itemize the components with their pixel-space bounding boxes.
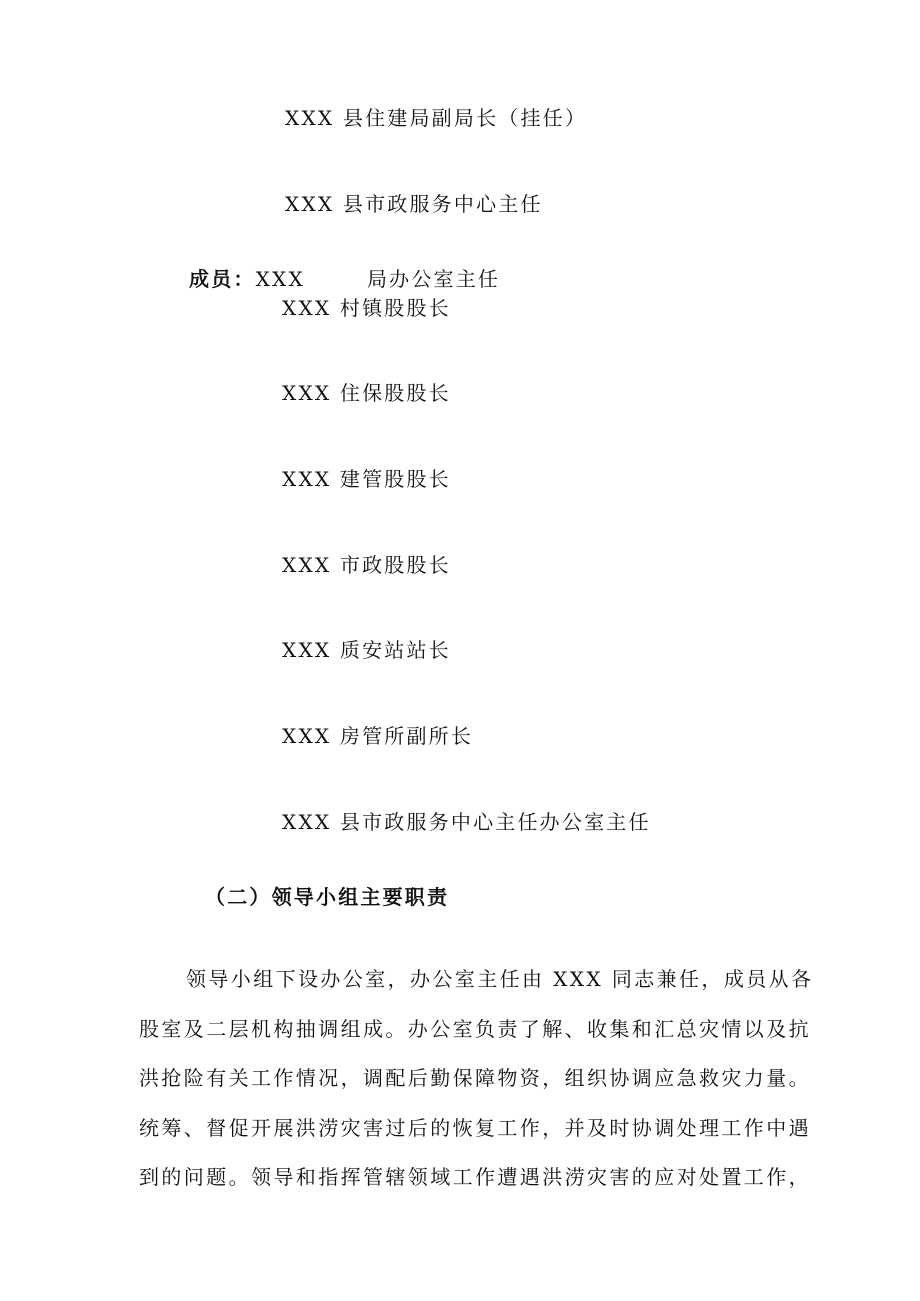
member-line: XXX 质安站站长 — [282, 638, 451, 662]
member-line: XXX 住保股股长 — [282, 381, 451, 405]
section-paragraph — [139, 955, 814, 1203]
deputy-leader-line-1: XXX 县住建局副局长（挂任） — [285, 106, 588, 130]
first-member-name: XXX — [255, 267, 305, 291]
members-label: 成员： — [189, 267, 256, 291]
paragraph-line: 统筹、督促开展洪涝灾害过后的恢复工作，并及时协调处理工作中遇 — [139, 1115, 811, 1140]
members-header-line — [189, 265, 500, 293]
member-line: XXX 市政股股长 — [282, 553, 451, 577]
member-line: XXX 县市政服务中心主任办公室主任 — [282, 810, 651, 834]
paragraph-line: 到的问题。领导和指挥管辖领域工作遭遇洪涝灾害的应对处置工作， — [139, 1165, 811, 1189]
paragraph-line: 股室及二层机构抽调组成。办公室负责了解、收集和汇总灾情以及抗 — [139, 1016, 811, 1041]
section-heading: （二）领导小组主要职责 — [205, 885, 450, 909]
first-member-title: 局办公室主任 — [366, 267, 501, 291]
member-line: XXX 建管股股长 — [282, 467, 451, 491]
paragraph-line: 洪抢险有关工作情况，调配后勤保障物资，组织协调应急救灾力量。 — [139, 1066, 811, 1090]
member-line: XXX 村镇股股长 — [282, 296, 451, 320]
deputy-leader-line-2: XXX 县市政服务中心主任 — [285, 192, 543, 216]
member-line: XXX 房管所副所长 — [282, 724, 474, 748]
paragraph-line: 领导小组下设办公室，办公室主任由 XXX 同志兼任，成员从各 — [186, 967, 814, 991]
